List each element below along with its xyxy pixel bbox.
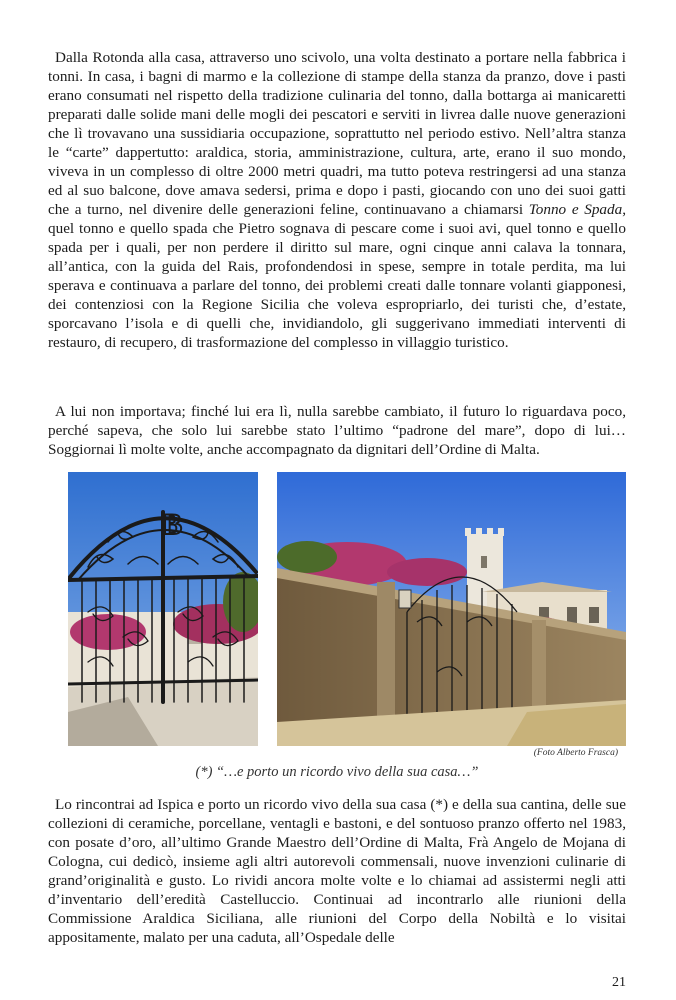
gate-photo: [68, 472, 258, 746]
paragraph-2: A lui non importava; finché lui era lì, nulla sarebbe cambiato, il futuro lo riguardava poco, perché sapeva, che solo lui sarebbe stato l’ultimo “padrone del mare”, dopo di lui… Soggiornai lì molte volte, anche accompagnato da dignitari dell’Ordine di Malta.: [48, 403, 626, 458]
paragraph-1: [48, 48, 626, 352]
page-number: 21: [612, 975, 626, 990]
paragraph-3: Lo rincontrai ad Ispica e porto un ricordo vivo della sua casa (*) e della sua cantina, delle sue collezioni di ceramiche, porcellane, ventagli e bastoni, e del sontuoso pranzo offerto nel 1983, con posate d’oro, all’ultimo Grande Maestro dell’Ordine di Malta, Frà Angelo de Mojana di Cologna, cui dedicò, insieme agli altri autorevoli commensali, nuove invenzioni culinarie di grand’originalità e gusto. Lo rividi ancora molte volte e lo chiamai ad assistermi negli atti d’inventario dell’eredità Castelluccio. Continuai ad incontrarlo alle riunioni della Commissione Araldica Siciliana, alle riunioni del Corpo della Nobiltà e lo visitai appositamente, malato per una caduta, all’Ospedale delle: [48, 796, 626, 946]
paragraph-1-italic-name: Tonno e Spada: [528, 201, 623, 218]
castle-illustration: [277, 472, 626, 746]
gate-illustration: [68, 472, 258, 746]
gate-monogram: B: [161, 508, 183, 541]
castle-photo: [277, 472, 626, 746]
figure-caption: (*) “…e porto un ricordo vivo della sua casa…”: [195, 764, 479, 780]
photo-credit: (Foto Alberto Frasca): [533, 748, 618, 758]
paragraph-1-text-b: , quel tonno e quello spada che Pietro sognava di pescare come i suoi avi, quel tonno e quello spada per i quali, per non perdere il diritto sul mare, ogni cinque anni calava la tonnara, all’antica, con la guida del Rais, profondendosi in spese, sempre in totale perdita, ma lui sperava e continuava a parlare del tonno, dei problemi creati dalle tonnare volanti giapponesi, dei contenziosi con la Regione Sicilia che voleva espropriarlo, dei turisti che, d’estate, sporcavano l’isola e di quelli che, invidiandolo, gli suggerivano immediati interventi di restauro, di recupero, di trasformazione del complesso in villaggio turistico.: [48, 201, 626, 351]
paragraph-1-text-a: Dalla Rotonda alla casa, attraverso uno scivolo, una volta destinato a portare nella fabbrica i tonni. In casa, i bagni di marmo e la collezione di stampe della stanza da pranzo, dove i pasti erano consumati nel rispetto della tradizione culinaria del tonno, dalla bottarga ai manicaretti preparati dalle solide mani delle mogli dei pescatori e serviti in livrea dalle nuove generazioni che lì trovavano una sussidiaria occupazione, soprattutto nel periodo estivo. Nell’altra stanza le “carte” dappertutto: araldica, storia, amministrazione, cultura, arte, erano il suo mondo, viveva in un complesso di oltre 2000 metri quadri, ma tutto poteva restringersi ad una stanza ed al suo balcone, dove amava sedersi, prima e dopo i pasti, giocando con uno dei suoi gatti che a turno, nel divenire delle generazioni feline, continuavano a chiamarsi: [48, 49, 626, 218]
